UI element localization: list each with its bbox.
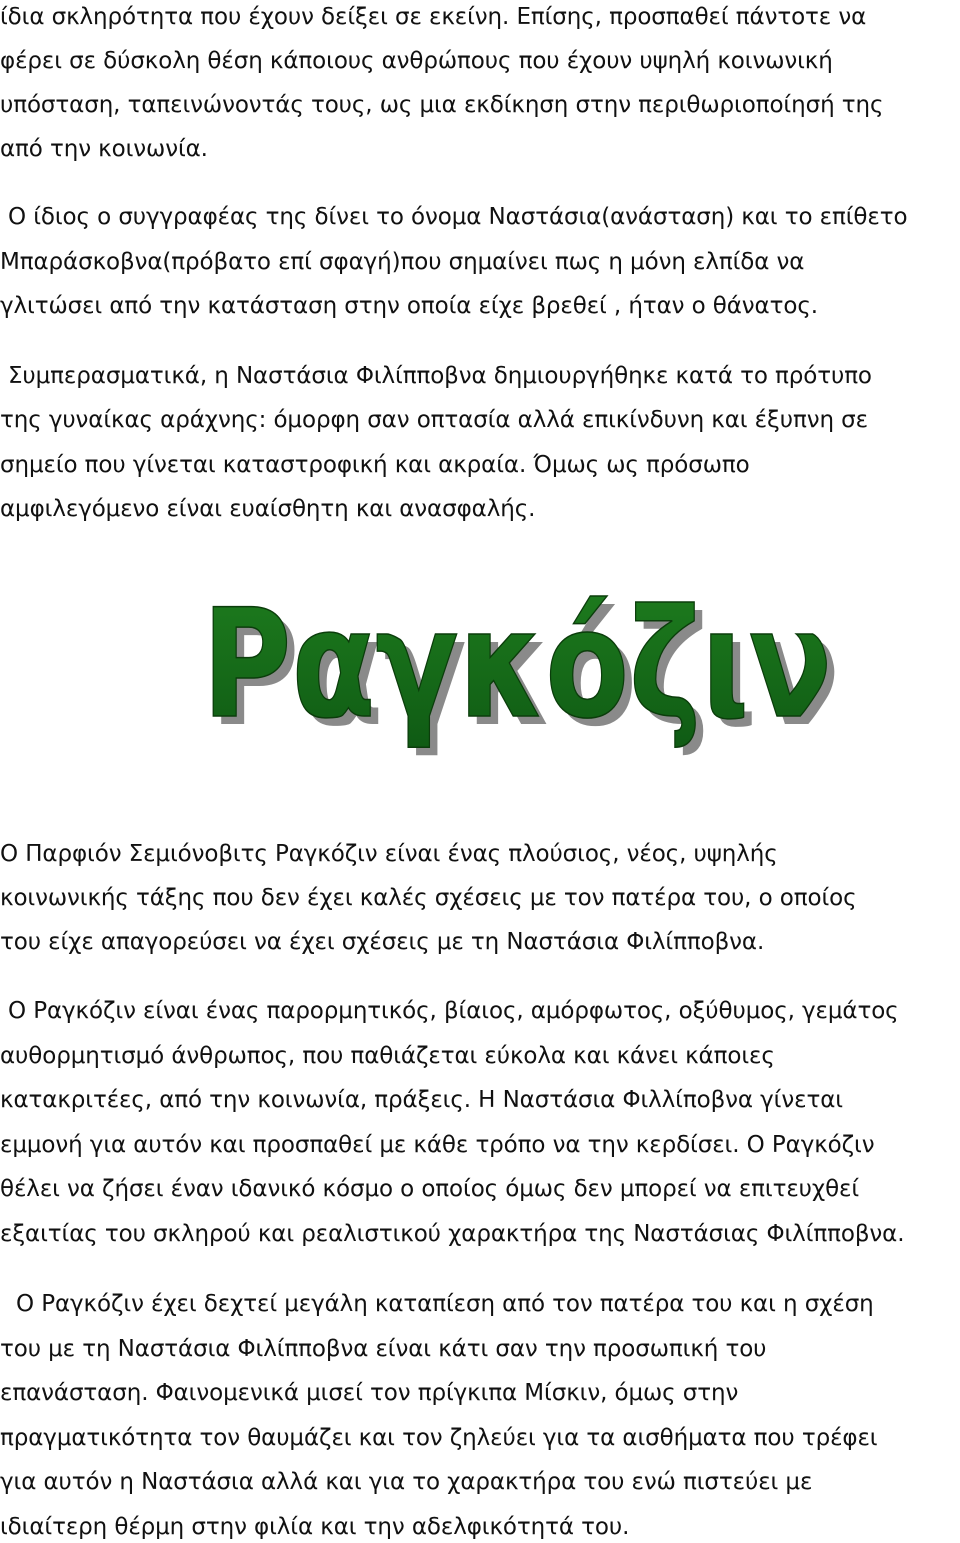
paragraph-6-line-2: του με τη Ναστάσια Φιλίπποβνα είναι κάτι σαν την προσωπική του — [0, 1336, 767, 1362]
paragraph-5-line-6: εξαιτίας του σκληρού και ρεαλιστικού χαρακτήρα της Ναστάσιας Φιλίπποβνα. — [0, 1221, 905, 1247]
heading-text: Ραγκόζιν — [202, 582, 832, 752]
paragraph-3-line-2: της γυναίκας αράχνης: όμορφη σαν οπτασία αλλά επικίνδυνη και έξυπνη σε — [0, 407, 868, 433]
paragraph-5-line-4: εμμονή για αυτόν και προσπαθεί με κάθε τρόπο να την κερδίσει. Ο Ραγκόζιν — [0, 1132, 875, 1158]
paragraph-6-line-4: πραγματικότητα τον θαυμάζει και τον ζηλεύει για τα αισθήματα που τρέφει — [0, 1425, 878, 1451]
section-heading-wordart — [200, 582, 860, 782]
paragraph-6-line-5: για αυτόν η Ναστάσια αλλά και για το χαρακτήρα του ενώ πιστεύει με — [0, 1469, 813, 1495]
paragraph-5-line-1: Ο Ραγκόζιν είναι ένας παρορμητικός, βίαιος, αμόρφωτος, οξύθυμος, γεμάτος — [8, 998, 899, 1024]
paragraph-1-line-1: ίδια σκληρότητα που έχουν δείξει σε εκείνη. Επίσης, προσπαθεί πάντοτε να — [0, 4, 867, 30]
paragraph-6-line-3: επανάσταση. Φαινομενικά μισεί τον πρίγκιπα Μίσκιν, όμως στην — [0, 1380, 739, 1406]
paragraph-2-line-2: Μπαράσκοβνα(πρόβατο επί σφαγή)που σημαίνει πως η μόνη ελπίδα να — [0, 249, 805, 275]
paragraph-2-line-1: Ο ίδιος ο συγγραφέας της δίνει το όνομα Ναστάσια(ανάσταση) και το επίθετο — [8, 204, 908, 230]
paragraph-4-line-3: του είχε απαγορεύσει να έχει σχέσεις με τη Ναστάσια Φιλίπποβνα. — [0, 929, 765, 955]
paragraph-6-line-1: Ο Ραγκόζιν έχει δεχτεί μεγάλη καταπίεση από τον πατέρα του και η σχέση — [16, 1291, 874, 1317]
heading-shadow: Ραγκόζιν — [210, 586, 840, 760]
paragraph-1-line-2: φέρει σε δύσκολη θέση κάποιους ανθρώπους που έχουν υψηλή κοινωνική — [0, 48, 833, 74]
paragraph-3-line-4: αμφιλεγόμενο είναι ευαίσθητη και ανασφαλής. — [0, 496, 536, 522]
paragraph-4-line-2: κοινωνικής τάξης που δεν έχει καλές σχέσεις με τον πατέρα του, ο οποίος — [0, 885, 857, 911]
paragraph-1-line-3: υπόσταση, ταπεινώνοντάς τους, ως μια εκδίκηση στην περιθωριοποίησή της — [0, 92, 884, 118]
paragraph-2-line-3: γλιτώσει από την κατάσταση στην οποία είχε βρεθεί , ήταν ο θάνατος. — [0, 293, 818, 319]
section-heading — [200, 582, 860, 782]
paragraph-5-line-5: θέλει να ζήσει έναν ιδανικό κόσμο ο οποίος όμως δεν μπορεί να επιτευχθεί — [0, 1176, 860, 1202]
paragraph-1-line-4: από την κοινωνία. — [0, 136, 208, 162]
paragraph-3-line-1: Συμπερασματικά, η Ναστάσια Φιλίπποβνα δημιουργήθηκε κατά το πρότυπο — [8, 363, 872, 389]
paragraph-5-line-2: αυθορμητισμό άνθρωπος, που παθιάζεται εύκολα και κάνει κάποιες — [0, 1043, 775, 1069]
paragraph-6-line-6: ιδιαίτερη θέρμη στην φιλία και την αδελφικότητά του. — [0, 1514, 630, 1540]
paragraph-3-line-3: σημείο που γίνεται καταστροφική και ακραία. Όμως ως πρόσωπο — [0, 452, 750, 478]
paragraph-4-line-1: Ο Παρφιόν Σεμιόνοβιτς Ραγκόζιν είναι ένας πλούσιος, νέος, υψηλής — [0, 841, 778, 867]
paragraph-5-line-3: κατακριτέες, από την κοινωνία, πράξεις. Η Ναστάσια Φιλλίποβνα γίνεται — [0, 1087, 843, 1113]
